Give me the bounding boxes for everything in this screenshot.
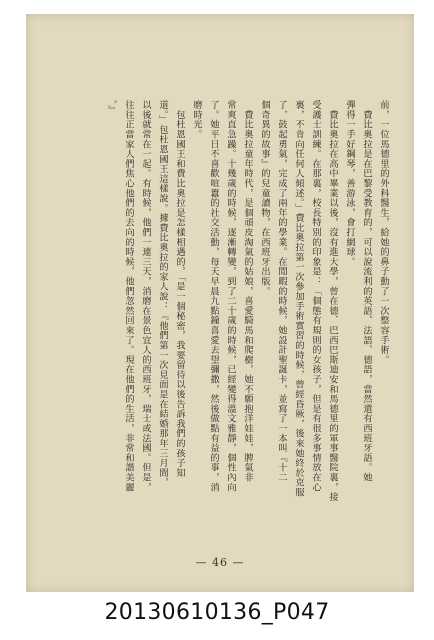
text-column: 。』 xyxy=(106,100,117,115)
text-column: 裏，不肯向任何人傾述。」費比奧拉第一次參加手術實習的時候，曾經昏厥，後來她終於克服 xyxy=(293,100,304,498)
text-column: 費比奧拉童年時代，是個頑皮淘氣的姑娘，喜愛騎馬和爬樹，她不願抱洋娃娃，脾氣非 xyxy=(242,100,253,483)
vertical-text-block xyxy=(102,100,390,502)
text-column: 了，鼓起勇氣，完成了兩年的學業。在閒暇的時候，她設計聖誕卡，並寫了一本叫『十二 xyxy=(276,100,287,483)
text-column: 彈得一手好鋼琴，善游泳，會打網球。 xyxy=(344,100,355,267)
text-column: 費比奧拉在高中畢業以後，沒有進大學，曾在德．巴西巴斯迪安和馬德里的軍事醫院裏，接 xyxy=(327,100,338,502)
text-column: 受護士訓練。在那裏，校長特別的印象是：「個態有規則的女孩子，但是有很多事情放在心 xyxy=(310,100,321,492)
text-column: 了。她平日不喜歡喧囂的社交活動，每天早晨九點鐘喜愛去望彌撒，然後做點有益的事，消 xyxy=(208,100,219,492)
text-column: 往往正當家人們焦心他們的去向的時候，他們忽然回來了。現在他們的生活，非常和諧美麗 xyxy=(123,100,134,492)
text-column: 包杜恩國王和費比奧拉是怎樣相遇的，「是一個秘密，我要留待以後告訴我們的孩子知 xyxy=(174,100,185,478)
text-column: 個奇異的故事』的兒童讀物，在西班牙出版。 xyxy=(259,100,270,296)
text-column: 常爽直急躁。十幾歲的時候，逐漸轉變，到了二十歲的時候，已經變得溫文雅靜，個性內向 xyxy=(225,100,236,492)
image-caption: 20130610136_P047 xyxy=(104,600,330,625)
text-column: 以後就常在一起。有時候，他們一連三天，消磨在景色宜人的西班牙，瑞士或法國。但是， xyxy=(140,100,151,492)
text-column: 磨時光。 xyxy=(191,100,202,140)
text-column: 道。」包杜恩國王這樣說。據費比奧拉的家人說：『他們第一次見面是在結婚那年三月間， xyxy=(157,100,168,488)
page-number: — 46 — xyxy=(195,556,245,569)
document-page xyxy=(26,14,414,592)
text-column: 費比奧拉是在巴黎受教育的，可以說流利的英語、法語、德語，當然還有西班牙語。她 xyxy=(361,100,372,483)
text-column: 前，一位馬德里的外科醫生，給她的鼻子動了一次整容手術。 xyxy=(378,100,389,365)
